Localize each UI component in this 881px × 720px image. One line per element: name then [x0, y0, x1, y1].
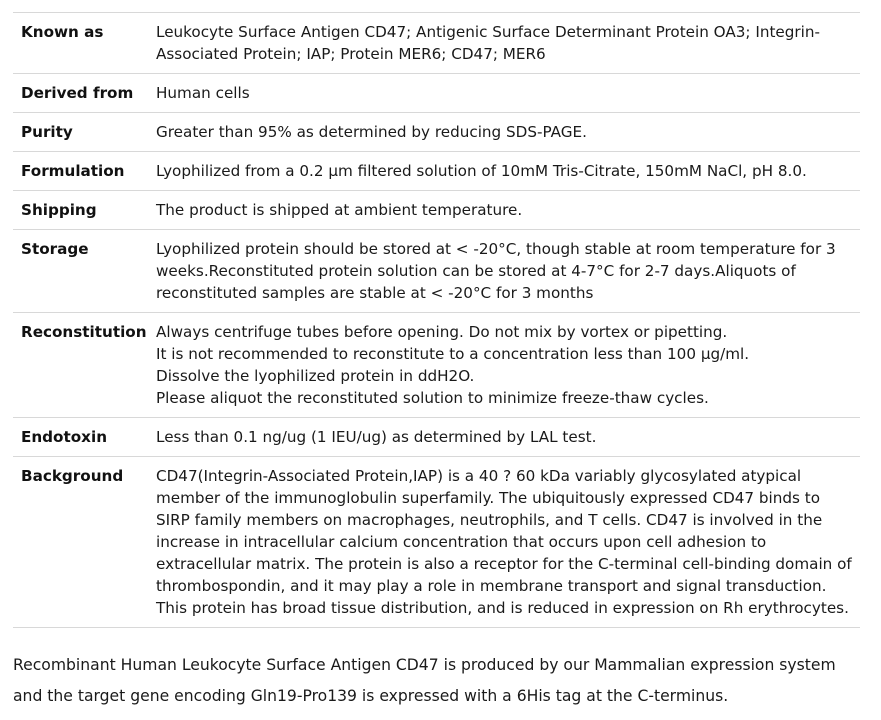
spec-value: The product is shipped at ambient temperature.	[156, 201, 523, 219]
reconstitution-line: It is not recommended to reconstitute to a concentration less than 100 μg/ml.	[156, 345, 750, 363]
spec-row-formulation	[13, 152, 860, 191]
spec-row-derived-from	[13, 74, 860, 113]
spec-table	[13, 12, 860, 628]
product-description: Recombinant Human Leukocyte Surface Antigen CD47 is produced by our Mammalian expression system and the target gene encoding Gln19-Pro139 is expressed with a 6His tag at the C-terminus.	[13, 656, 836, 705]
spec-label: Purity	[21, 123, 73, 141]
spec-label: Background	[21, 467, 124, 485]
spec-row-reconstitution	[13, 313, 860, 418]
spec-value: Human cells	[156, 84, 250, 102]
spec-label: Reconstitution	[21, 323, 147, 341]
spec-row-known-as	[13, 13, 860, 74]
spec-label: Known as	[21, 23, 104, 41]
spec-value: Lyophilized protein should be stored at < -20°C, though stable at room temperature for 3 weeks.Reconstituted protein solution can be stored at 4-7°C for 2-7 days.Aliquots of reconstituted samples are stable at < -20°C for 3 months	[156, 240, 836, 302]
spec-row-purity	[13, 113, 860, 152]
spec-label: Formulation	[21, 162, 125, 180]
spec-row-storage	[13, 230, 860, 313]
spec-value: Leukocyte Surface Antigen CD47; Antigenic Surface Determinant Protein OA3; Integrin-Associated Protein; IAP; Protein MER6; CD47; MER6	[156, 23, 820, 63]
spec-value: CD47(Integrin-Associated Protein,IAP) is a 40 ? 60 kDa variably glycosylated atypical member of the immunoglobulin superfamily. The ubiquitously expressed CD47 binds to SIRP family members on macrophages, neutrophils, and T cells. CD47 is involved in the increase in intracellular calcium concentration that occurs upon cell adhesion to extracellular matrix. The protein is also a receptor for the C-terminal cell-binding domain of thrombospondin, and it may play a role in membrane transport and signal transduction. This protein has broad tissue distribution, and is reduced in expression on Rh erythrocytes.	[156, 467, 852, 617]
reconstitution-line: Please aliquot the reconstituted solution to minimize freeze-thaw cycles.	[156, 389, 709, 407]
spec-row-endotoxin	[13, 418, 860, 457]
spec-value: Greater than 95% as determined by reducing SDS-PAGE.	[156, 123, 587, 141]
reconstitution-line: Dissolve the lyophilized protein in ddH2O.	[156, 367, 475, 385]
reconstitution-line: Always centrifuge tubes before opening. Do not mix by vortex or pipetting.	[156, 323, 728, 341]
spec-label: Storage	[21, 240, 89, 258]
spec-label: Derived from	[21, 84, 134, 102]
spec-row-background	[13, 457, 860, 628]
spec-value: Lyophilized from a 0.2 μm filtered solution of 10mM Tris-Citrate, 150mM NaCl, pH 8.0.	[156, 162, 807, 180]
spec-label: Endotoxin	[21, 428, 108, 446]
spec-value	[156, 313, 860, 418]
spec-value: Less than 0.1 ng/ug (1 IEU/ug) as determined by LAL test.	[156, 428, 597, 446]
spec-label: Shipping	[21, 201, 97, 219]
spec-row-shipping	[13, 191, 860, 230]
